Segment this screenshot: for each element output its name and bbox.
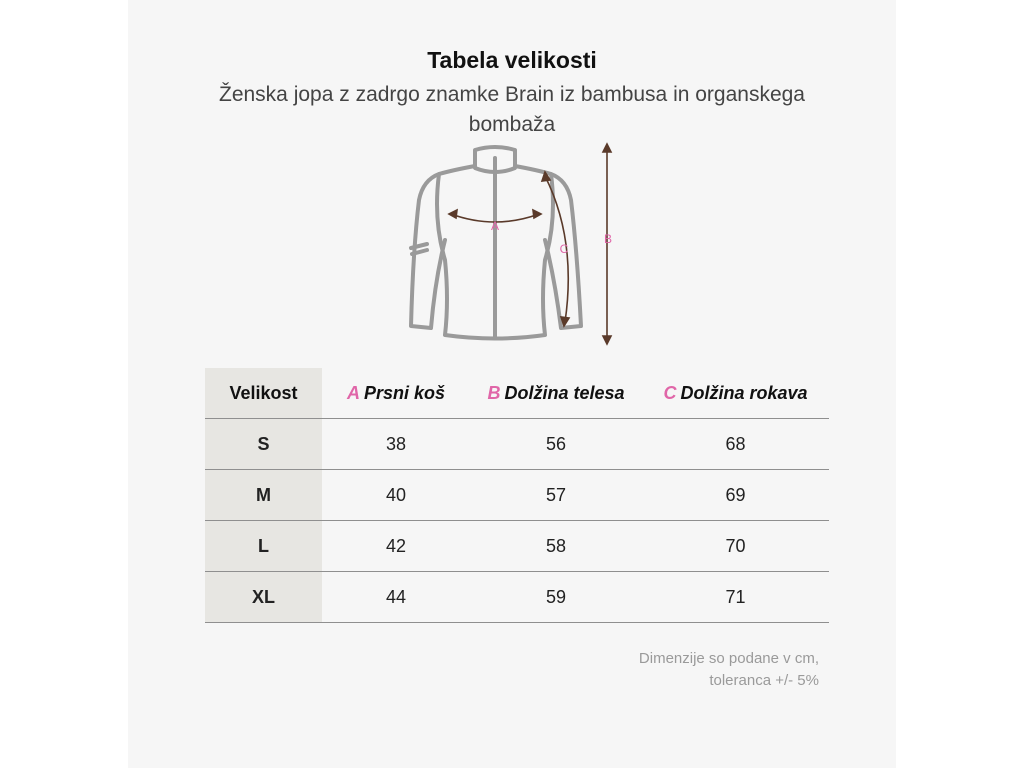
size-cell: S bbox=[205, 419, 322, 470]
label-c: C bbox=[559, 242, 569, 256]
note-line-units: Dimenzije so podane v cm, bbox=[638, 650, 819, 667]
table-row bbox=[205, 470, 829, 521]
size-cell: XL bbox=[205, 572, 322, 623]
body-length-cell: 57 bbox=[470, 470, 642, 521]
header-size: Velikost bbox=[205, 368, 322, 419]
label-b: B bbox=[603, 232, 613, 246]
header-letter-a: A bbox=[346, 382, 360, 403]
header-chest-label: Prsni koš bbox=[363, 382, 446, 403]
page-title: Tabela velikosti bbox=[427, 47, 597, 73]
jacket-diagram bbox=[405, 140, 625, 350]
sleeve-length-cell: 68 bbox=[642, 419, 829, 470]
table-header-row bbox=[205, 368, 829, 419]
chest-cell: 42 bbox=[322, 521, 470, 572]
body-length-cell: 56 bbox=[470, 419, 642, 470]
header-chest bbox=[322, 368, 470, 419]
size-cell: L bbox=[205, 521, 322, 572]
page-subtitle: Ženska jopa z zadrgo znamke Brain iz bambusa in organskega bombaža bbox=[219, 83, 805, 136]
chest-cell: 40 bbox=[322, 470, 470, 521]
sleeve-length-cell: 70 bbox=[642, 521, 829, 572]
sleeve-length-cell: 69 bbox=[642, 470, 829, 521]
header-sleeve-length-label: Dolžina rokava bbox=[680, 382, 808, 403]
table-row bbox=[205, 521, 829, 572]
chest-cell: 44 bbox=[322, 572, 470, 623]
jacket-outline bbox=[411, 147, 581, 339]
dimensions-note bbox=[639, 648, 819, 692]
table-row bbox=[205, 572, 829, 623]
header-letter-b: B bbox=[487, 382, 501, 403]
note-line-tolerance: toleranca +/- 5% bbox=[709, 672, 819, 689]
header-body-length bbox=[470, 368, 642, 419]
body-length-cell: 58 bbox=[470, 521, 642, 572]
sleeve-length-cell: 71 bbox=[642, 572, 829, 623]
header-sleeve-length bbox=[642, 368, 829, 419]
header-letter-c: C bbox=[663, 382, 677, 403]
body-length-cell: 59 bbox=[470, 572, 642, 623]
label-a: A bbox=[490, 219, 500, 233]
header-body-length-label: Dolžina telesa bbox=[504, 382, 625, 403]
table-row bbox=[205, 419, 829, 470]
size-cell: M bbox=[205, 470, 322, 521]
chest-cell: 38 bbox=[322, 419, 470, 470]
size-table bbox=[205, 368, 829, 623]
